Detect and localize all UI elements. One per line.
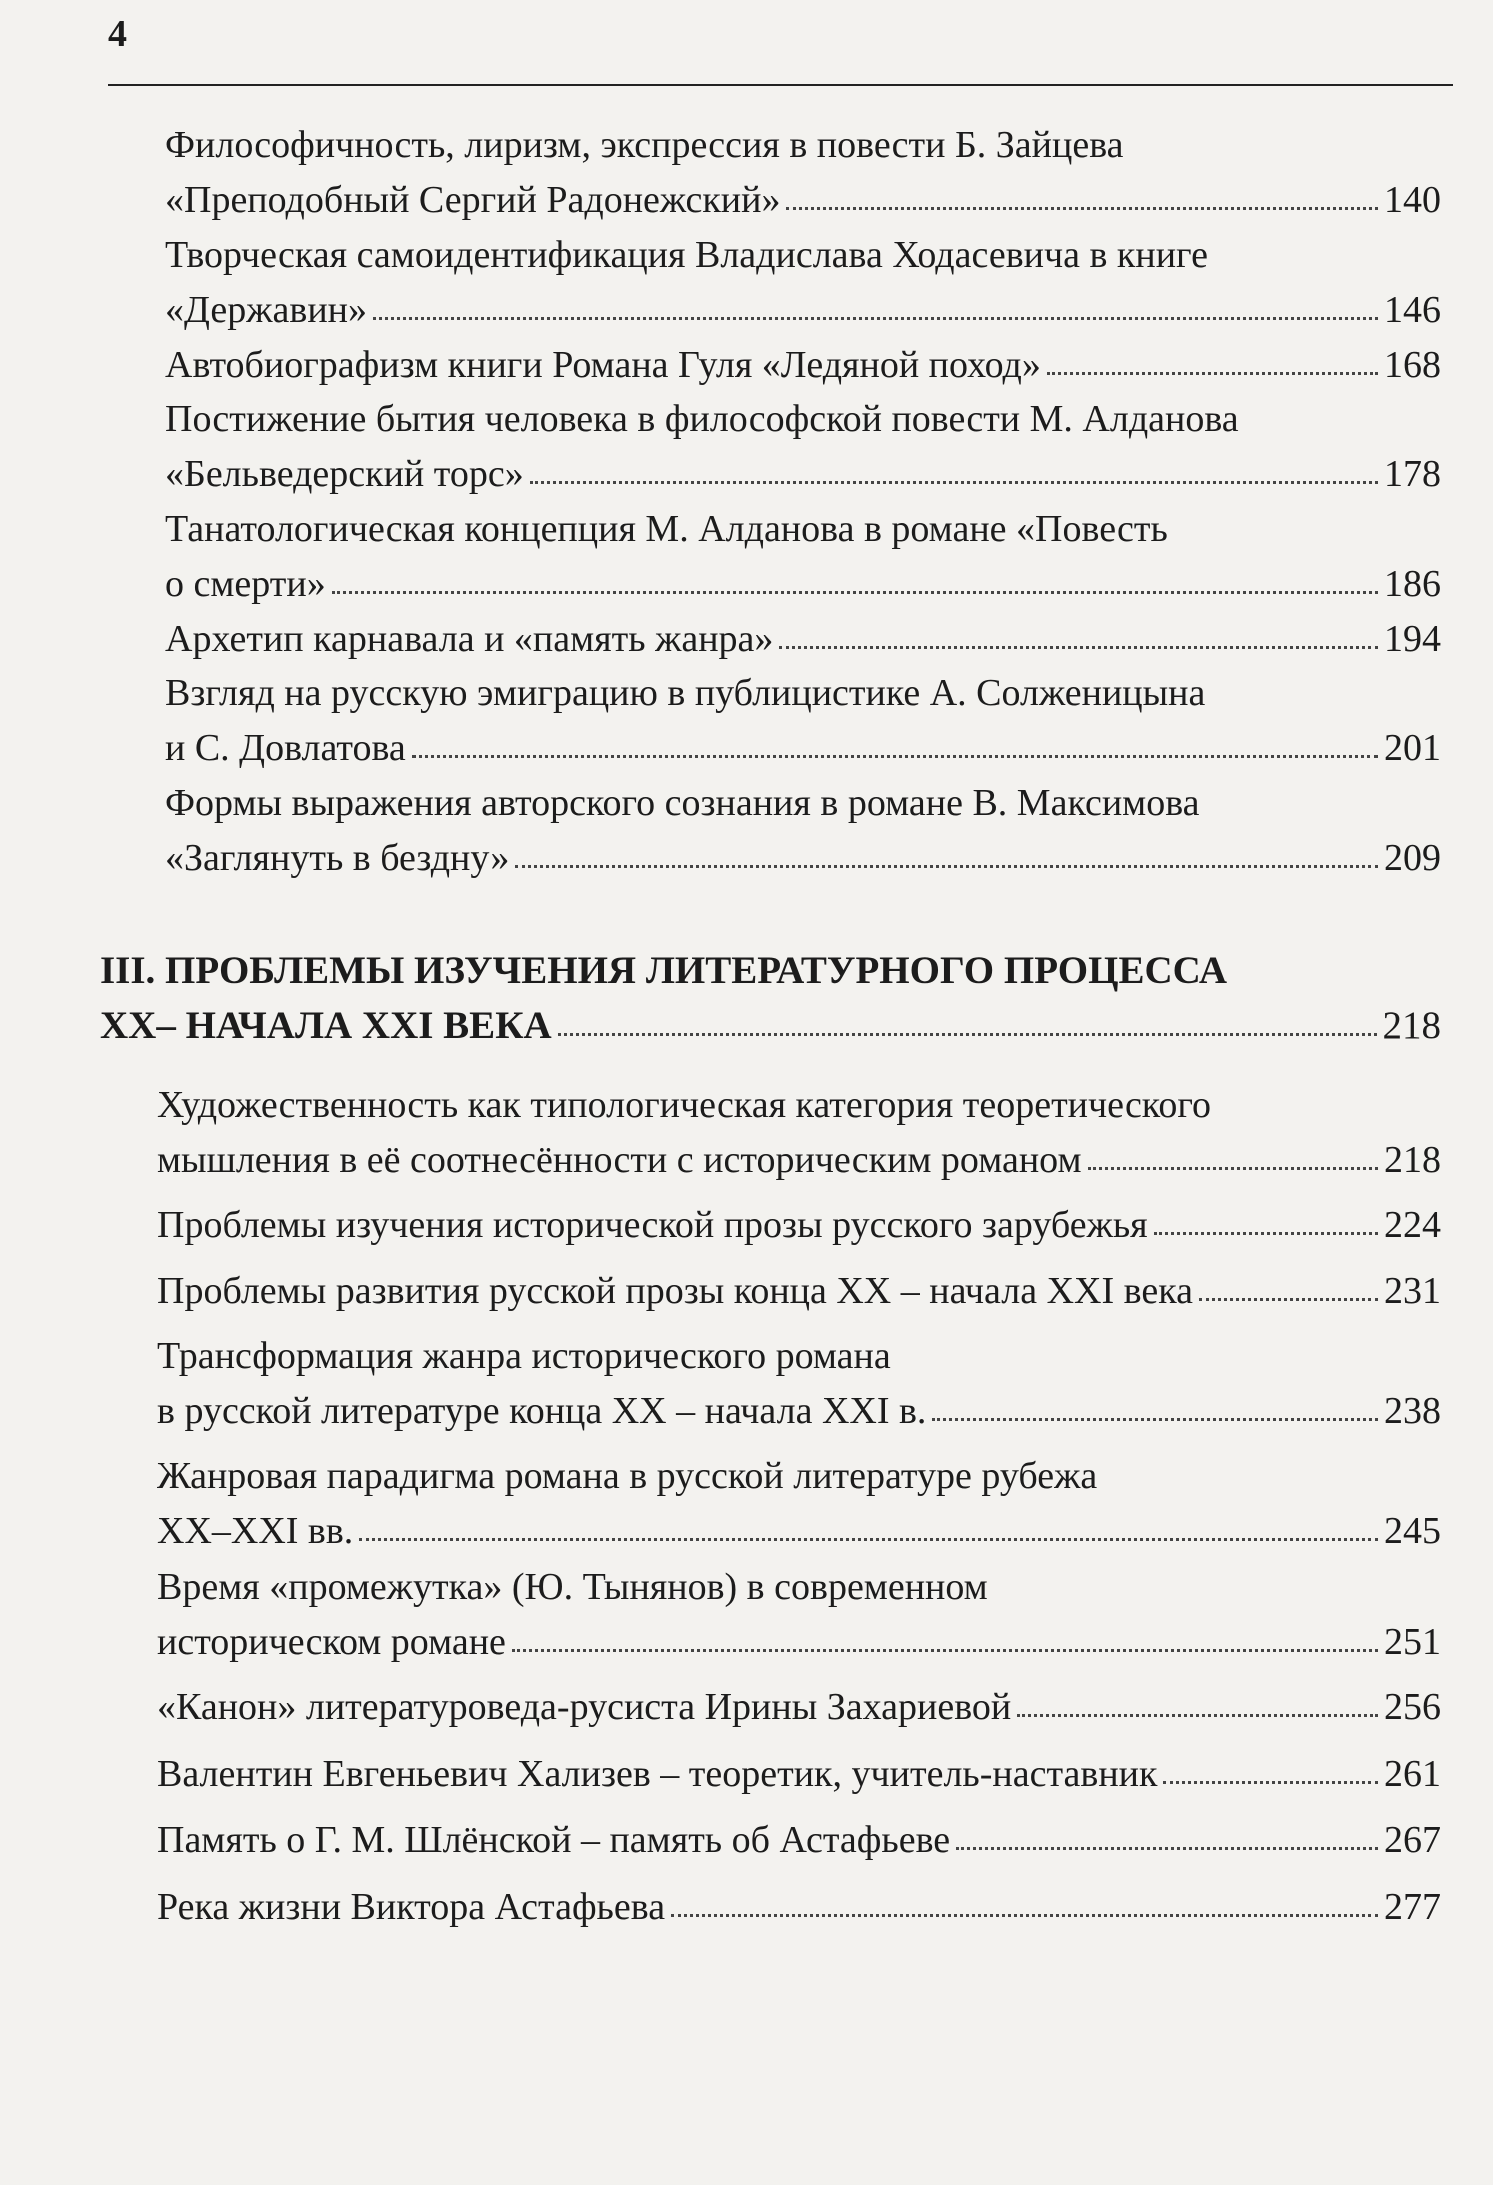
- toc-entry-page: 238: [1384, 1390, 1441, 1432]
- toc-entry-text: Танатологическая концепция М. Алданова в романе «Повесть: [165, 508, 1168, 550]
- toc-entry-page: 168: [1384, 344, 1441, 386]
- toc-entry-page: 245: [1384, 1510, 1441, 1552]
- toc-entry-page: 146: [1384, 289, 1441, 331]
- leader-dots: [558, 1033, 1377, 1036]
- toc-entry-text: «Державин»: [165, 289, 367, 331]
- toc-entry-page: 194: [1384, 618, 1441, 660]
- toc-entry-page: 224: [1384, 1204, 1441, 1246]
- toc-entry-page: 186: [1384, 563, 1441, 605]
- leader-dots: [373, 317, 1378, 320]
- toc-entry: [157, 1449, 1441, 1559]
- toc-entry-text: Постижение бытия человека в философской повести М. Алданова: [165, 398, 1239, 440]
- toc-entry-text: о смерти»: [165, 563, 326, 605]
- section-heading: [100, 943, 1441, 1053]
- toc-entry-text: Время «промежутка» (Ю. Тынянов) в современном: [157, 1566, 988, 1608]
- toc-entry-text: Архетип карнавала и «память жанра»: [165, 618, 774, 660]
- toc-entry-page: 140: [1384, 179, 1441, 221]
- toc-entry: [165, 392, 1441, 502]
- leader-dots: [1088, 1167, 1378, 1170]
- leader-dots: [359, 1538, 1378, 1541]
- leader-dots: [786, 207, 1378, 210]
- toc-entry: [165, 612, 1441, 667]
- leader-dots: [412, 755, 1378, 758]
- toc-entry-text: Трансформация жанра исторического романа: [157, 1335, 891, 1377]
- toc-entry: [157, 1747, 1441, 1802]
- toc-entry-page: 209: [1384, 837, 1441, 879]
- toc-entry-text: мышления в её соотнесённости с историческим романом: [157, 1139, 1082, 1181]
- leader-dots: [530, 481, 1378, 484]
- toc-entry-text: Художественность как типологическая категория теоретического: [157, 1084, 1211, 1126]
- toc-entry: [157, 1880, 1441, 1935]
- leader-dots: [512, 1649, 1378, 1652]
- toc-entry: [157, 1078, 1441, 1188]
- page-number: 4: [108, 13, 127, 55]
- toc-entry: [165, 228, 1441, 338]
- toc-entry-page: 231: [1384, 1270, 1441, 1312]
- toc-entry-text: Философичность, лиризм, экспрессия в повести Б. Зайцева: [165, 124, 1124, 166]
- leader-dots: [1154, 1232, 1378, 1235]
- toc-entry: [165, 776, 1441, 886]
- toc-entry-text: Взгляд на русскую эмиграцию в публицистике А. Солженицына: [165, 672, 1206, 714]
- toc-entry-text: Память о Г. М. Шлёнской – память об Астафьеве: [157, 1819, 951, 1861]
- toc-entry-page: 277: [1384, 1886, 1441, 1928]
- section-heading-text: XX– НАЧАЛА XXI ВЕКА: [100, 1004, 552, 1047]
- toc-entry-page: 201: [1384, 727, 1441, 769]
- leader-dots: [332, 591, 1378, 594]
- toc-entry: [157, 1680, 1441, 1735]
- leader-dots: [779, 646, 1378, 649]
- toc-entry: [165, 666, 1441, 776]
- toc-entry-text: Река жизни Виктора Астафьева: [157, 1886, 666, 1928]
- toc-entry-text: Формы выражения авторского сознания в романе В. Максимова: [165, 782, 1200, 824]
- toc-entry-page: 218: [1382, 1004, 1441, 1047]
- section-heading-text: III. ПРОБЛЕМЫ ИЗУЧЕНИЯ ЛИТЕРАТУРНОГО ПРОЦЕССА: [100, 949, 1228, 992]
- toc-entry-page: 178: [1384, 453, 1441, 495]
- toc-entry: [157, 1560, 1441, 1670]
- toc-entry: [165, 338, 1441, 393]
- toc-entry-text: Проблемы изучения исторической прозы русского зарубежья: [157, 1204, 1148, 1246]
- toc-entry: [165, 502, 1441, 612]
- leader-dots: [1047, 372, 1378, 375]
- toc-entry-text: Проблемы развития русской прозы конца XX – начала XXI века: [157, 1270, 1193, 1312]
- toc-entry-text: Творческая самоидентификация Владислава Ходасевича в книге: [165, 234, 1208, 276]
- leader-dots: [1163, 1781, 1378, 1784]
- toc-entry-text: «Бельведерский торс»: [165, 453, 524, 495]
- leader-dots: [515, 865, 1378, 868]
- toc-entry: [157, 1813, 1441, 1868]
- toc-entry-text: и С. Довлатова: [165, 727, 406, 769]
- toc-entry-page: 256: [1384, 1686, 1441, 1728]
- leader-dots: [956, 1847, 1378, 1850]
- toc-entry-text: в русской литературе конца XX – начала XXI в.: [157, 1390, 927, 1432]
- toc-entry: [157, 1198, 1441, 1253]
- toc-entry-text: XX–XXI вв.: [157, 1510, 354, 1552]
- leader-dots: [1199, 1298, 1378, 1301]
- toc-entry-text: историческом романе: [157, 1621, 506, 1663]
- leader-dots: [671, 1914, 1378, 1917]
- toc-entry: [157, 1329, 1441, 1439]
- toc-entry: [157, 1264, 1441, 1319]
- toc-entry-page: 261: [1384, 1753, 1441, 1795]
- toc-entry-text: Автобиографизм книги Романа Гуля «Ледяной поход»: [165, 344, 1041, 386]
- leader-dots: [1017, 1714, 1378, 1717]
- toc-entry-page: 218: [1384, 1139, 1441, 1181]
- toc-entry-text: «Преподобный Сергий Радонежский»: [165, 179, 781, 221]
- toc-entry-page: 251: [1384, 1621, 1441, 1663]
- toc-entry-text: «Канон» литературоведа-русиста Ирины Захариевой: [157, 1686, 1012, 1728]
- toc-entry: [165, 118, 1441, 228]
- toc-entry-text: Жанровая парадигма романа в русской литературе рубежа: [157, 1455, 1098, 1497]
- toc-entry-text: Валентин Евгеньевич Хализев – теоретик, учитель-наставник: [157, 1753, 1158, 1795]
- toc-entry-text: «Заглянуть в бездну»: [165, 837, 510, 879]
- header-rule: [108, 84, 1453, 86]
- toc-entry-page: 267: [1384, 1819, 1441, 1861]
- leader-dots: [932, 1418, 1378, 1421]
